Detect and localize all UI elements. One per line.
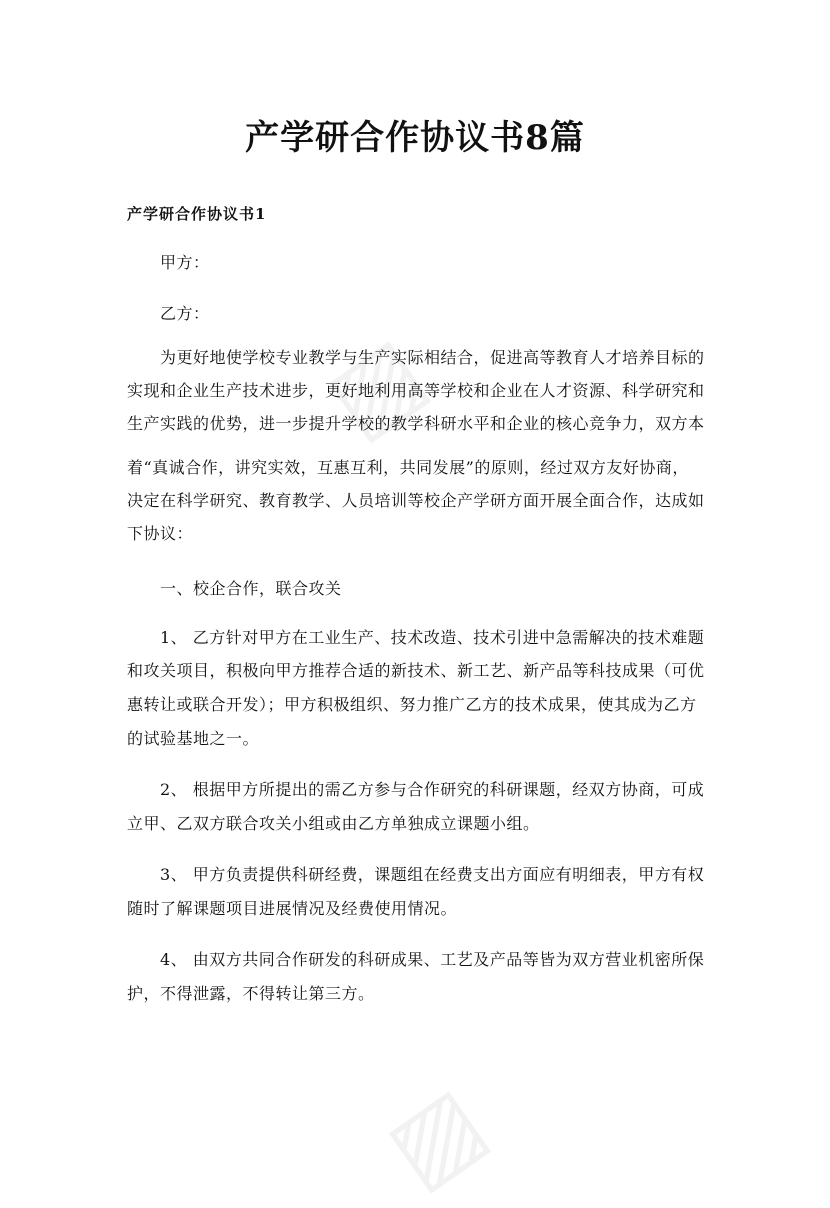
item-1-line: 1、 乙方针对甲方在工业生产、技术改造、技术引进中急需解决的技术难题: [160, 628, 705, 647]
intro-line: 生产实践的优势，进一步提升学校的教学科研水平和企业的核心竞争力，双方本: [127, 414, 705, 433]
item-1-line: 和攻关项目，积极向甲方推荐合适的新技术、新工艺、新产品等科技成果（可优: [127, 661, 705, 680]
item-3-line: 3、 甲方负责提供科研经费，课题组在经费支出方面应有明细表，甲方有权: [160, 865, 705, 884]
intro-line: 决定在科学研究、教育教学、人员培训等校企产学研方面开展全面合作，达成如: [127, 491, 705, 510]
intro-line: 实现和企业生产技术进步，更好地利用高等学校和企业在人才资源、科学研究和: [127, 381, 705, 400]
intro-line: 着“真诚合作，讲究实效，互惠互利，共同发展”的原则，经过双方友好协商，: [127, 458, 689, 477]
intro-line: 下协议：: [127, 524, 194, 543]
item-1-line: 惠转让或联合开发）；甲方积极组织、努力推广乙方的技术成果，使其成为乙方: [127, 695, 697, 714]
item-4-line: 4、 由双方共同合作研发的科研成果、工艺及产品等皆为双方营业机密所保: [160, 950, 705, 969]
item-4-line: 护，不得泄露，不得转让第三方。: [127, 984, 375, 1003]
watermark-graphic: ▨: [306, 314, 445, 458]
item-3-line: 随时了解课题项目进展情况及经费使用情况。: [127, 899, 458, 918]
watermark-graphic: ▨: [366, 1064, 505, 1208]
item-1-line: 的试验基地之一。: [127, 729, 260, 748]
item-2-line: 2、 根据甲方所提出的需乙方参与合作研究的科研课题，经双方协商，可成: [160, 780, 705, 799]
clause-heading: 一、校企合作，联合攻关: [160, 579, 342, 598]
party-b-label: 乙方：: [160, 304, 210, 323]
section-heading: 产学研合作协议书1: [127, 205, 267, 223]
page-title: 产学研合作协议书8篇: [245, 118, 585, 158]
item-2-line: 立甲、乙双方联合攻关小组或由乙方单独成立课题小组。: [127, 814, 540, 833]
party-a-label: 甲方：: [160, 253, 210, 272]
intro-line: 为更好地使学校专业教学与生产实际相结合，促进高等教育人才培养目标的: [160, 348, 705, 367]
